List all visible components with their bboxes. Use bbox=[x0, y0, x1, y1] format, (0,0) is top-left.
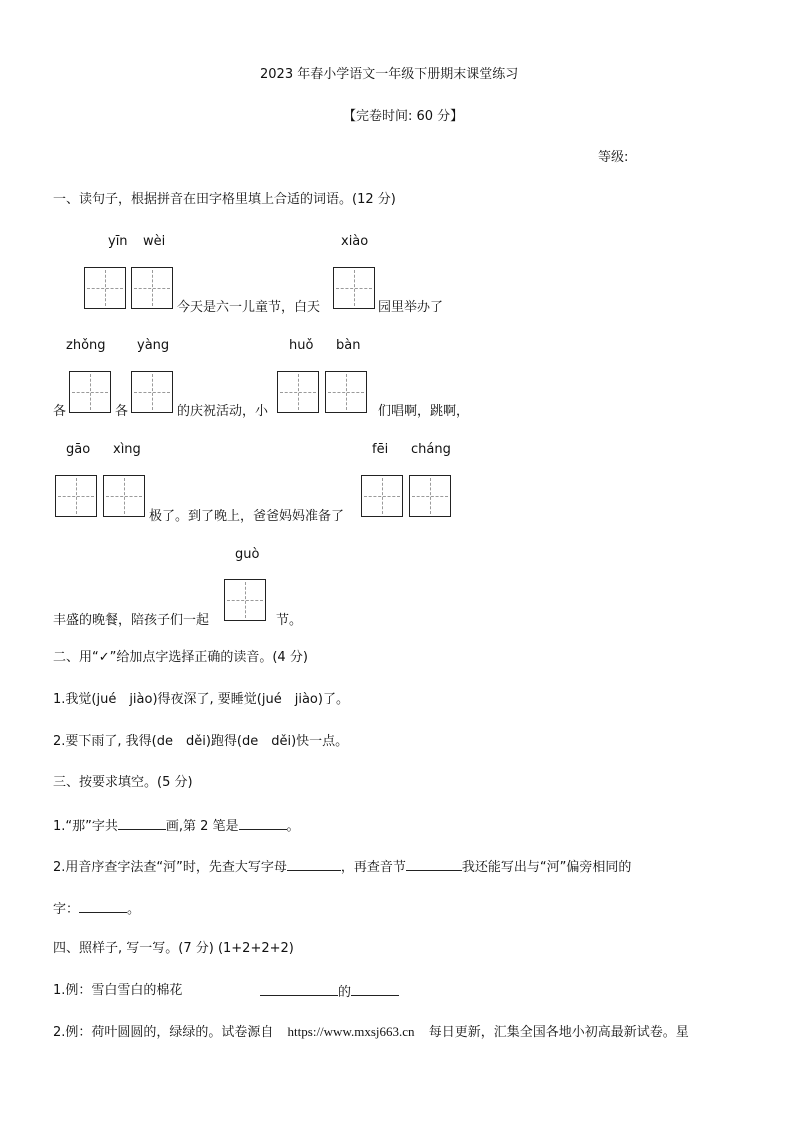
question-4-2 bbox=[53, 1024, 689, 1041]
question-text: 画,第 2 笔是 bbox=[165, 819, 239, 834]
tianzige-box[interactable] bbox=[103, 475, 145, 517]
tianzige-box[interactable] bbox=[361, 475, 403, 517]
question-4-1-answer bbox=[260, 983, 399, 1001]
pinyin-ban: bàn bbox=[336, 338, 361, 353]
answer-blank[interactable] bbox=[79, 900, 127, 913]
tianzige-box[interactable] bbox=[224, 579, 266, 621]
question-text: 2.例：荷叶圆圆的，绿绿的。试卷源自 bbox=[53, 1025, 274, 1040]
section-4-heading: 四、照样子, 写一写。(7 分) (1+2+2+2) bbox=[53, 941, 294, 956]
answer-blank[interactable] bbox=[287, 858, 341, 871]
question-text: 2.用音序查字法查“河”时，先查大写字母 bbox=[53, 860, 287, 875]
pinyin-wei: wèi bbox=[143, 234, 166, 249]
pinyin-guo: guò bbox=[235, 547, 260, 562]
tianzige-box[interactable] bbox=[277, 371, 319, 413]
time-note: 【完卷时间: 60 分】 bbox=[343, 109, 464, 124]
sentence-text: 各 bbox=[53, 404, 67, 419]
pinyin-fei: fēi bbox=[372, 442, 389, 457]
answer-blank[interactable] bbox=[260, 983, 338, 996]
question-text: 。 bbox=[286, 819, 300, 834]
pinyin-yin: yīn bbox=[108, 234, 128, 249]
sentence-text: 各 bbox=[115, 404, 129, 419]
page-title: 2023 年春小学语文一年级下册期末课堂练习 bbox=[260, 67, 519, 82]
grade-label: 等级: bbox=[598, 150, 629, 165]
answer-blank[interactable] bbox=[351, 983, 399, 996]
answer-blank[interactable] bbox=[118, 817, 166, 830]
tianzige-box[interactable] bbox=[409, 475, 451, 517]
section-2-heading: 二、用“✓”给加点字选择正确的读音。(4 分) bbox=[53, 650, 308, 665]
pinyin-xing: xìng bbox=[113, 442, 141, 457]
tianzige-box[interactable] bbox=[69, 371, 111, 413]
tianzige-box[interactable] bbox=[84, 267, 126, 309]
question-text: 。 bbox=[127, 902, 141, 917]
question-text: 1.“那”字共 bbox=[53, 819, 118, 834]
question-text: ，再查音节 bbox=[340, 860, 406, 875]
question-text: 我还能写出与“河”偏旁相同的 bbox=[461, 860, 632, 875]
sentence-text: 极了。到了晚上，爸爸妈妈准备了 bbox=[149, 509, 345, 524]
question-4-1: 1.例：雪白雪白的棉花 bbox=[53, 983, 183, 998]
pinyin-gao: gāo bbox=[66, 442, 91, 457]
tianzige-box[interactable] bbox=[325, 371, 367, 413]
question-3-1 bbox=[53, 817, 300, 835]
pinyin-xiao: xiào bbox=[341, 234, 369, 249]
section-3-heading: 三、按要求填空。(5 分) bbox=[53, 775, 193, 790]
source-url[interactable]: https://www.mxsj663.cn bbox=[287, 1024, 415, 1039]
question-text: 字： bbox=[53, 902, 80, 917]
sentence-text: 节。 bbox=[276, 613, 303, 628]
question-2-1: 1.我觉(jué jiào)得夜深了, 要睡觉(jué jiào)了。 bbox=[53, 692, 349, 707]
answer-blank[interactable] bbox=[406, 858, 462, 871]
tianzige-box[interactable] bbox=[131, 371, 173, 413]
answer-blank[interactable] bbox=[239, 817, 287, 830]
tianzige-box[interactable] bbox=[131, 267, 173, 309]
question-text: 每日更新，汇集全国各地小初高最新试卷。星 bbox=[428, 1025, 689, 1040]
question-3-2-continued bbox=[53, 900, 140, 918]
sentence-text: 的庆祝活动，小 bbox=[177, 404, 269, 419]
tianzige-box[interactable] bbox=[55, 475, 97, 517]
question-2-2: 2.要下雨了, 我得(de děi)跑得(de děi)快一点。 bbox=[53, 734, 349, 749]
sentence-text: 今天是六一儿童节，白天 bbox=[177, 300, 321, 315]
pinyin-huo: huǒ bbox=[289, 338, 314, 353]
sentence-text: 们唱啊，跳啊， bbox=[378, 404, 470, 419]
section-1-heading: 一、读句子，根据拼音在田字格里填上合适的词语。(12 分) bbox=[53, 192, 396, 207]
pinyin-chang: cháng bbox=[411, 442, 451, 457]
question-3-2 bbox=[53, 858, 631, 876]
pinyin-yang: yàng bbox=[137, 338, 170, 353]
sentence-text: 丰盛的晚餐，陪孩子们一起 bbox=[53, 613, 210, 628]
pinyin-zhong: zhǒng bbox=[66, 338, 106, 353]
sentence-text: 园里举办了 bbox=[378, 300, 444, 315]
question-text: 的 bbox=[338, 985, 352, 1000]
tianzige-box[interactable] bbox=[333, 267, 375, 309]
